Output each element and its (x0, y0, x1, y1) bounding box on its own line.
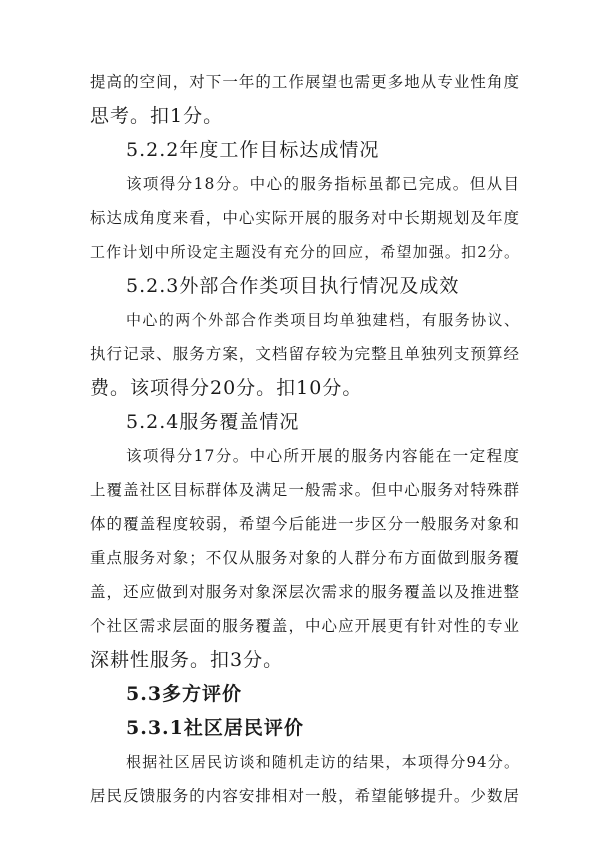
text-line: 根据社区居民访谈和随机走访的结果，本项得分94分。 (126, 753, 520, 771)
text-line: 居民反馈服务的内容安排相对一般，希望能够提升。少数居 (90, 787, 520, 805)
text-line: 思考。扣1分。 (90, 105, 224, 127)
text-line: 该项得分17分。中心所开展的服务内容能在一定程度 (126, 447, 520, 465)
text-line: 深耕性服务。扣3分。 (90, 649, 284, 671)
text-line: 执行记录、服务方案，文档留存较为完整且单独列支预算经 (90, 345, 520, 363)
text-line: 个社区需求层面的服务覆盖，中心应开展更有针对性的专业 (90, 617, 520, 635)
section-heading: 5.2.2年度工作目标达成情况 (126, 139, 380, 161)
text-line: 费。该项得分20分。扣10分。 (90, 377, 363, 399)
text-line: 标达成角度来看，中心实际开展的服务对中长期规划及年度 (90, 209, 520, 227)
text-line: 盖，还应做到对服务对象深层次需求的服务覆盖以及推进整 (90, 583, 520, 601)
text-line: 重点服务对象；不仅从服务对象的人群分布方面做到服务覆 (90, 549, 520, 567)
text-line: 中心的两个外部合作类项目均单独建档，有服务协议、 (126, 311, 520, 329)
text-line: 体的覆盖程度较弱，希望今后能进一步区分一般服务对象和 (90, 515, 520, 533)
section-heading: 5.2.3外部合作类项目执行情况及成效 (126, 275, 460, 297)
text-line: 工作计划中所设定主题没有充分的回应，希望加强。扣2分。 (90, 243, 520, 261)
section-heading: 5.2.4服务覆盖情况 (126, 411, 300, 433)
section-heading: 5.3.1社区居民评价 (126, 717, 304, 739)
section-heading: 5.3多方评价 (126, 683, 243, 705)
text-line: 上覆盖社区目标群体及满足一般需求。但中心服务对特殊群 (90, 481, 520, 499)
text-line: 提高的空间，对下一年的工作展望也需更多地从专业性角度 (90, 73, 520, 91)
text-line: 该项得分18分。中心的服务指标虽都已完成。但从目 (126, 175, 520, 193)
